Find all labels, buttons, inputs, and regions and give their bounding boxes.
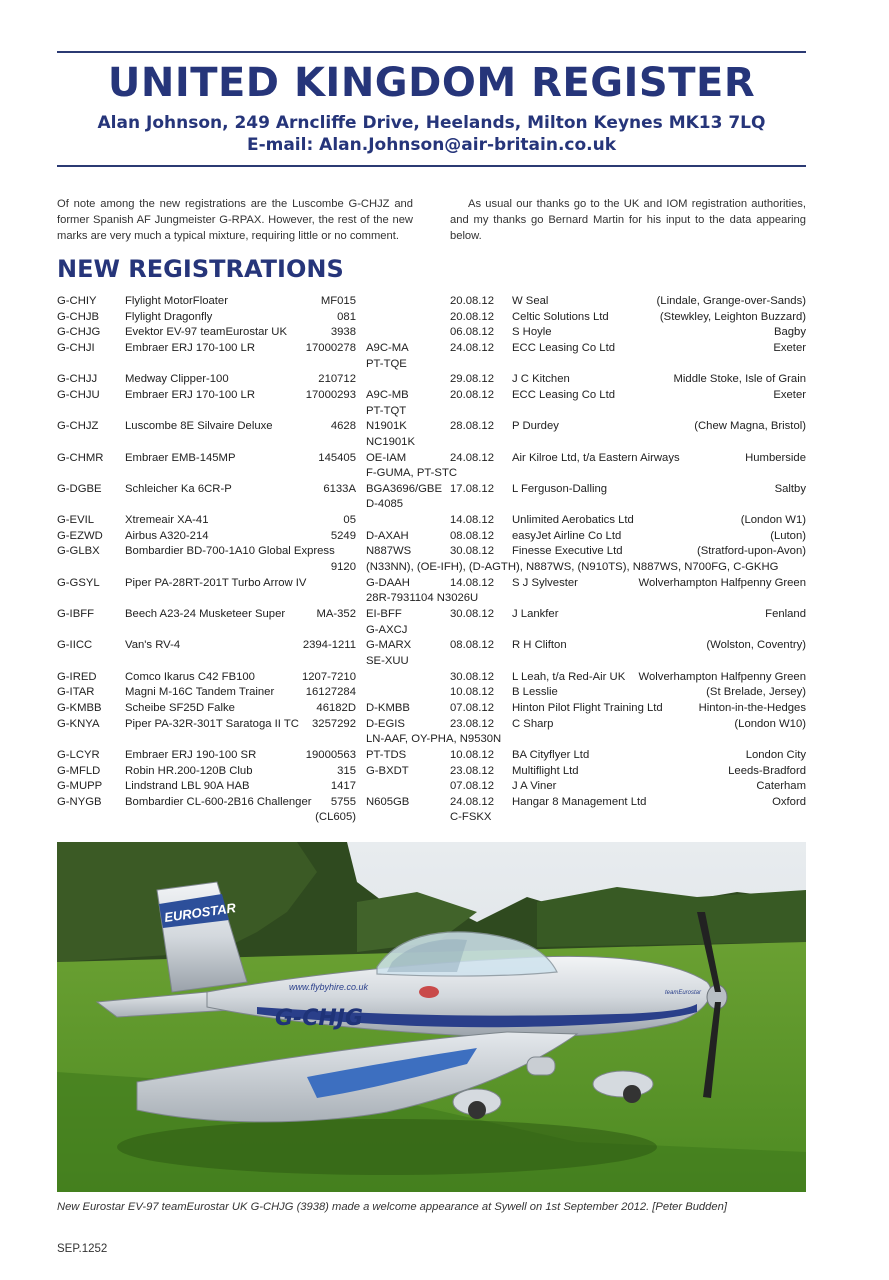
cell-cn: 16127284 [305,686,356,699]
cell-date: 28.08.12 [450,420,494,433]
cell-type: Comco Ikarus C42 FB100 [125,670,255,683]
cell-cn: 05 [343,514,356,527]
table-row [57,779,806,794]
page-folio: SEP.1252 [57,1243,108,1255]
cell-reg: G-KMBB [57,701,102,714]
table-row [57,341,806,356]
cell-cn: 4628 [330,420,356,433]
table-row [57,670,806,685]
cell-reg: G-DGBE [57,482,102,495]
cell-cn: 5249 [330,529,356,542]
cell-date: 24.08.12 [450,795,494,808]
table-row [57,497,806,512]
cell-prev: G-MARX [366,639,412,652]
cell-reg: G-GLBX [57,545,100,558]
cell-owner: Multiflight Ltd [512,764,579,777]
cell-date: 30.08.12 [450,670,494,683]
cell-owner: P Durdey [512,420,559,433]
cell-owner: W Seal [512,295,549,307]
cell-loc: (Lindale, Grange-over-Sands) [656,295,806,307]
cell-cn: (CL605) [315,811,356,824]
cell-date: 07.08.12 [450,701,494,714]
cell-owner: ECC Leasing Co Ltd [512,388,615,401]
cell-loc: (London W10) [734,717,806,730]
cell-type: Bombardier BD-700-1A10 Global Express [125,545,335,558]
cell-prev: BGA3696/GBE [366,482,442,495]
page-title: UNITED KINGDOM REGISTER [107,60,756,106]
cell-type: Embraer ERJ 170-100 LR [125,341,255,354]
cell-cn: 19000563 [305,748,356,761]
nose-logo-text: teamEurostar [665,990,702,996]
table-row [57,372,806,387]
cell-loc: Exeter [773,341,806,354]
cell-type: Schleicher Ka 6CR-P [125,482,232,495]
cell-type: Xtremeair XA-41 [125,514,209,527]
cell-loc: Middle Stoke, Isle of Grain [673,373,806,386]
cell-prev: N605GB [366,795,410,808]
cell-reg: G-GSYL [57,576,100,589]
cell-reg: G-MFLD [57,764,101,777]
cell-reg: G-CHJG [57,326,101,339]
cell-cn: 145405 [318,451,356,464]
tail-logo-text: EUROSTAR [163,900,237,925]
cell-owner: Hangar 8 Management Ltd [512,795,647,808]
cell-type: Robin HR.200-120B Club [125,764,253,777]
fuselage-registration-text: G-CHJG [275,1006,363,1031]
cell-owner: C Sharp [512,717,554,730]
cell-loc: Fenland [765,608,806,620]
table-row [57,482,806,497]
cell-reg: G-CHJJ [57,373,98,386]
cell-prev: LN-AAF, OY-PHA, N9530N [366,733,502,746]
table-row [57,591,806,606]
cell-prev: G-AXCJ [366,623,408,636]
cell-type: Beech A23-24 Musketeer Super [125,608,286,620]
cell-date: 23.08.12 [450,717,494,730]
table-row [57,451,806,466]
cell-reg: G-CHJZ [57,420,99,433]
photo-caption: New Eurostar EV-97 teamEurostar UK G-CHJG (3938) made a welcome appearance at Sywell on 1st September 2012. [Peter Budden] [57,1201,727,1213]
cell-type: Embraer ERJ 170-100 LR [125,388,255,401]
table-row [57,325,806,340]
cell-date: 30.08.12 [450,608,494,620]
cell-prev: PT-TDS [366,748,407,761]
cell-reg: G-LCYR [57,748,100,761]
cell-owner: ECC Leasing Co Ltd [512,341,615,354]
email-line: E-mail: Alan.Johnson@air-britain.co.uk [246,135,617,155]
cell-cn: 3257292 [312,717,356,730]
cell-type: Medway Clipper-100 [125,373,229,386]
cell-date: C-FSKX [450,811,492,824]
cell-prev: PT-TQE [366,357,407,370]
cell-cn: 9120 [330,561,356,574]
table-row [57,357,806,372]
cell-type: Flylight MotorFloater [125,295,228,307]
table-row [57,388,806,403]
cell-loc: Caterham [756,780,806,793]
cell-type: Van's RV-4 [125,639,181,652]
table-row [57,717,806,732]
cell-prev: D-4085 [366,498,404,511]
table-row [57,310,806,325]
top-rule [57,51,806,53]
cell-loc: Bagby [773,326,806,339]
cell-owner: L Ferguson-Dalling [512,482,608,495]
cell-prev: A9C-MB [366,388,409,401]
cell-reg: G-CHJU [57,388,100,401]
cell-date: 14.08.12 [450,576,494,589]
cell-reg: G-IICC [57,639,93,652]
cell-owner: R H Clifton [512,639,567,652]
cell-loc: (Chew Magna, Bristol) [694,420,806,433]
table-row [57,560,806,575]
intro-right-paragraph: As usual our thanks go to the UK and IOM registration authorities, and my thanks go Bernard Martin for his input to the data appearing below. [450,198,806,242]
cell-owner: J A Viner [512,780,557,793]
table-row [57,764,806,779]
table-row [57,529,806,544]
cell-cn: 2394-1211 [302,639,356,652]
cell-date: 17.08.12 [450,482,494,495]
table-row [57,701,806,716]
cell-reg: G-ITAR [57,686,95,699]
cell-date: 29.08.12 [450,373,494,386]
cell-date: 08.08.12 [450,529,494,542]
cell-prev: (N33NN), (OE-IFH), (D-AGTH), N887WS, (N910TS), N887WS, N700FG, C-GKHG [366,561,779,574]
cell-reg: G-EVIL [57,514,95,527]
cell-type: Scheibe SF25D Falke [125,701,235,714]
cell-owner: B Lesslie [512,686,558,699]
table-row [57,685,806,700]
cell-prev: OE-IAM [366,451,407,464]
cell-loc: (St Brelade, Jersey) [706,686,806,699]
fuselage-url-text: www.flybyhire.co.uk [289,982,369,992]
cell-date: 08.08.12 [450,639,494,652]
cell-owner: S Hoyle [512,326,552,339]
cell-reg: G-CHJB [57,310,100,323]
cell-owner: Unlimited Aerobatics Ltd [512,514,634,527]
cell-cn: 17000278 [305,341,356,354]
header-bottom-rule [57,165,806,167]
cell-type: Luscombe 8E Silvaire Deluxe [125,420,273,433]
cell-cn: 3938 [330,326,356,339]
cell-prev: PT-TQT [366,404,407,417]
cell-type: Piper PA-32R-301T Saratoga II TC [125,717,299,730]
cell-type: Flylight Dragonfly [125,310,213,323]
table-row [57,294,806,309]
cell-prev: A9C-MA [366,341,409,354]
cell-cn: 17000293 [305,388,356,401]
cell-cn: 1207-7210 [301,670,356,683]
cell-loc: Saltby [774,482,806,495]
cell-reg: G-IBFF [57,608,95,620]
cell-owner: easyJet Airline Co Ltd [512,529,622,542]
cell-cn: 46182D [316,701,356,714]
cell-loc: Humberside [745,451,806,464]
cell-owner: L Leah, t/a Red-Air UK [512,670,626,683]
cell-date: 24.08.12 [450,451,494,464]
intro-left-paragraph: Of note among the new registrations are the Luscombe G-CHJZ and former Spanish AF Jungmeister G-RPAX. However, the rest of the new marks are very much a typical mixture, requiring little or no comment. [57,198,413,242]
cell-date: 20.08.12 [450,295,494,307]
cell-loc: Hinton-in-the-Hedges [698,701,806,714]
cell-date: 14.08.12 [450,514,494,527]
cell-date: 24.08.12 [450,341,494,354]
cell-cn: 5755 [330,795,356,808]
cell-cn: MF015 [320,295,356,307]
cell-loc: (Stewkley, Leighton Buzzard) [659,310,806,323]
cell-type: Bombardier CL-600-2B16 Challenger [125,795,312,808]
cell-owner: Celtic Solutions Ltd [512,310,609,323]
cell-owner: Air Kilroe Ltd, t/a Eastern Airways [512,451,680,464]
cell-reg: G-IRED [57,670,97,683]
table-row [57,435,806,450]
cell-date: 20.08.12 [450,388,494,401]
cell-owner: BA Cityflyer Ltd [512,748,590,761]
cell-reg: G-MUPP [57,780,103,793]
cell-type: Lindstrand LBL 90A HAB [125,780,250,793]
table-row [57,654,806,669]
cell-loc: (London W1) [740,514,806,527]
address-line: Alan Johnson, 249 Arncliffe Drive, Heelands, Milton Keynes MK13 7LQ [97,113,766,133]
cell-reg: G-NYGB [57,795,102,808]
cell-loc: (Luton) [770,529,806,542]
cell-prev: 28R-7931104 N3026U [366,592,479,605]
cell-prev: SE-XUU [366,654,409,667]
cell-cn: 315 [337,764,356,777]
table-row [57,638,806,653]
cell-reg: G-KNYA [57,717,100,730]
cell-prev: G-BXDT [366,764,409,777]
cell-cn: 1417 [330,780,356,793]
cell-cn: 210712 [318,373,356,386]
cell-reg: G-CHIY [57,295,97,307]
cell-cn: 6133A [323,482,356,495]
cell-owner: Finesse Executive Ltd [512,545,623,558]
cell-cn: MA-352 [316,608,356,620]
cell-owner: Hinton Pilot Flight Training Ltd [512,701,663,714]
table-row [57,513,806,528]
cell-date: 06.08.12 [450,326,494,339]
cell-prev: N1901K [366,420,407,433]
cell-date: 30.08.12 [450,545,494,558]
table-row [57,576,806,591]
cell-prev: N887WS [366,545,412,558]
table-row [57,623,806,638]
cell-reg: G-EZWD [57,529,103,542]
table-row [57,404,806,419]
cell-prev: NC1901K [366,435,415,448]
cell-loc: (Wolston, Coventry) [706,639,806,652]
cell-loc: Exeter [773,388,806,401]
cell-loc: Oxford [772,795,806,808]
cell-date: 10.08.12 [450,686,494,699]
table-row [57,810,806,825]
cell-reg: G-CHMR [57,451,104,464]
table-row [57,607,806,622]
aircraft-photo [57,842,806,1192]
cell-prev: EI-BFF [366,608,402,620]
cell-loc: Leeds-Bradford [728,764,806,777]
cell-reg: G-CHJI [57,341,95,354]
cell-prev: D-EGIS [366,717,405,730]
cell-type: Embraer EMB-145MP [125,451,236,464]
cell-date: 07.08.12 [450,780,494,793]
table-row [57,419,806,434]
table-row [57,748,806,763]
cell-type: Embraer ERJ 190-100 SR [125,748,257,761]
cell-loc: (Stratford-upon-Avon) [696,545,806,558]
cell-loc: London City [745,748,806,761]
table-row [57,732,806,747]
cell-date: 23.08.12 [450,764,494,777]
cell-type: Evektor EV-97 teamEurostar UK [125,326,287,339]
cell-type: Magni M-16C Tandem Trainer [125,686,275,699]
cell-prev: G-DAAH [366,576,410,589]
cell-cn: 081 [337,310,356,323]
cell-prev: D-KMBB [366,701,410,714]
cell-owner: J Lankfer [512,608,559,620]
section-title: NEW REGISTRATIONS [57,255,344,283]
cell-loc: Wolverhampton Halfpenny Green [638,670,806,683]
cell-owner: J C Kitchen [512,373,570,386]
cell-date: 20.08.12 [450,310,494,323]
cell-type: Piper PA-28RT-201T Turbo Arrow IV [125,576,307,589]
table-row [57,466,806,481]
table-row [57,544,806,559]
cell-prev: D-AXAH [366,529,409,542]
cell-owner: S J Sylvester [512,576,578,589]
cell-prev: F-GUMA, PT-STC [366,467,457,480]
cell-date: 10.08.12 [450,748,494,761]
cell-type: Airbus A320-214 [125,529,209,542]
table-row [57,795,806,810]
cell-loc: Wolverhampton Halfpenny Green [638,576,806,589]
